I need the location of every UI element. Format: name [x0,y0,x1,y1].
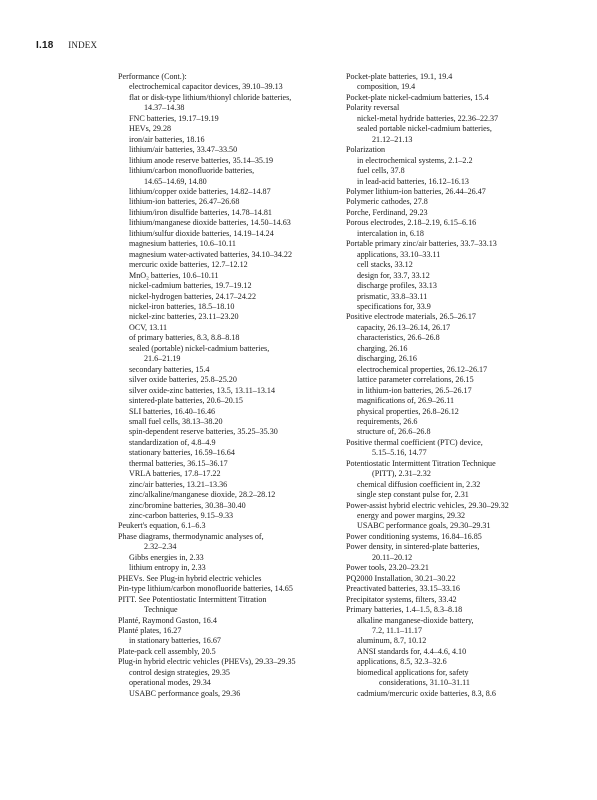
index-entry: standardization of, 4.8–4.9 [129,437,216,447]
index-entry: 21.12–21.13 [372,134,413,144]
index-entry: Power conditioning systems, 16.84–16.85 [346,531,482,541]
index-entry: applications, 8.5, 32.3–32.6 [357,657,447,667]
index-entry: Gibbs energies in, 2.33 [129,552,204,562]
index-entry: in lithium-ion batteries, 26.5–26.17 [357,385,472,395]
index-entry: HEVs, 29.28 [129,124,172,134]
index-entry: Technique [144,605,178,615]
index-entry: lithium/sulfur dioxide batteries, 14.19–14.24 [129,228,274,238]
index-entry: in lead-acid batteries, 16.12–16.13 [357,176,469,186]
index-entry: alkaline manganese-dioxide battery, [357,615,474,625]
index-entry: charging, 26.16 [357,343,408,353]
index-entry: in electrochemical systems, 2.1–2.2 [357,155,473,165]
index-entry: USABC performance goals, 29.30–29.31 [357,521,491,531]
index-entry: structure of, 26.6–26.8 [357,427,431,437]
index-entry: FNC batteries, 19.17–19.19 [129,113,219,123]
index-entry: silver oxide-zinc batteries, 13.5, 13.11–13.14 [129,385,276,395]
index-entry: of primary batteries, 8.3, 8.8–8.18 [129,333,240,343]
index-entry: lattice parameter correlations, 26.15 [357,375,474,385]
index-entry: lithium/carbon monofluoride batteries, [129,166,255,176]
index-entry: secondary batteries, 15.4 [129,364,210,374]
index-entry: nickel-zinc batteries, 23.11–23.20 [129,312,239,322]
index-entry: lithium/manganese dioxide batteries, 14.50–14.63 [129,218,291,228]
index-entry: aluminum, 8.7, 10.12 [357,636,427,646]
index-entry: PQ2000 Installation, 30.21–30.22 [346,573,456,583]
index-entry: 2.32–2.34 [144,542,177,552]
index-entry: stationary batteries, 16.59–16.64 [129,448,235,458]
index-entry: Polymeric cathodes, 27.8 [346,197,428,207]
index-entry: Power tools, 23.20–23.21 [346,563,429,573]
index-entry: control design strategies, 29.35 [129,667,230,677]
index-entry: Power density, in sintered-plate batteries, [346,542,480,552]
index-entry: USABC performance goals, 29.36 [129,688,241,698]
index-entry: design for, 33.7, 33.12 [357,270,430,280]
index-entry: electrochemical capacitor devices, 39.10–39.13 [129,82,283,92]
index-column-right [346,72,561,699]
index-entry: magnesium batteries, 10.6–10.11 [129,239,236,249]
index-entry: biomedical applications for, safety [357,667,469,677]
index-entry: discharging, 26.16 [357,354,417,364]
index-entry: magnesium water-activated batteries, 34.10–34.22 [129,249,293,259]
index-entry: single step constant pulse for, 2.31 [357,490,469,500]
index-entry: lithium-ion batteries, 26.47–26.68 [129,197,240,207]
index-entry: energy and power margins, 29.32 [357,511,466,521]
index-entry: VRLA batteries, 17.8–17.22 [129,469,221,479]
index-entry: ANSI standards for, 4.4–4.6, 4.10 [357,646,467,656]
index-entry: Plug-in hybrid electric vehicles (PHEVs), 29.33–29.35 [118,657,296,667]
index-entry: Porche, Ferdinand, 29.23 [346,207,428,217]
index-entry: capacity, 26.13–26.14, 26.17 [357,322,451,332]
running-head: INDEX [68,40,98,50]
index-entry: considerations, 31.10–31.11 [379,678,470,688]
index-entry: 14.65–14.69, 14.80 [144,176,207,186]
page-header [36,40,97,51]
index-entry: characteristics, 26.6–26.8 [357,333,440,343]
index-entry: Pocket-plate batteries, 19.1, 19.4 [346,72,453,81]
index-entry: Performance (Cont.): [118,72,187,81]
index-entry: Plate-pack cell assembly, 20.5 [118,646,216,656]
index-entry: PHEVs. See Plug-in hybrid electric vehicles [118,573,262,583]
index-entry: Positive thermal coefficient (PTC) device, [346,437,483,447]
index-entry: composition, 19.4 [357,82,416,92]
index-entry: Porous electrodes, 2.18–2.19, 6.15–6.16 [346,218,477,228]
index-entry: lithium/air batteries, 33.47–33.50 [129,145,238,155]
index-entry: Portable primary zinc/air batteries, 33.7–33.13 [346,239,497,249]
index-entry: flat or disk-type lithium/thionyl chloride batteries, [129,92,292,102]
page-number: I.18 [36,40,54,51]
index-entry: intercalation in, 6.18 [357,228,424,238]
index-entry: spin-dependent reserve batteries, 35.25–35.30 [129,427,278,437]
index-entry: zinc/bromine batteries, 30.38–30.40 [129,500,246,510]
index-entry: magnifications of, 26.9–26.11 [357,396,455,406]
index-entry: SLI batteries, 16.40–16.46 [129,406,216,416]
index-entry: silver oxide batteries, 25.8–25.20 [129,375,237,385]
index-entry: applications, 33.10–33.11 [357,249,441,259]
index-entry: zinc-carbon batteries, 9.15–9.33 [129,511,234,521]
index-entry: thermal batteries, 36.15–36.17 [129,458,228,468]
index-entry: 21.6–21.19 [144,354,181,364]
index-entry: electrochemical properties, 26.12–26.17 [357,364,488,374]
index-entry: PITT. See Potentiostatic Intermittent Titration [118,594,267,604]
index-entry: Peukert's equation, 6.1–6.3 [118,521,206,531]
index-entry: zinc/air batteries, 13.21–13.36 [129,479,228,489]
index-entry: Positive electrode materials, 26.5–26.17 [346,312,476,322]
index-entry: chemical diffusion coefficient in, 2.32 [357,479,481,489]
index-entry: 14.37–14.38 [144,103,185,113]
index-entry: lithium anode reserve batteries, 35.14–35.19 [129,155,274,165]
index-entry: Planté plates, 16.27 [118,626,182,636]
index-entry: OCV, 13.11 [129,322,168,332]
index-entry: nickel-hydrogen batteries, 24.17–24.22 [129,291,256,301]
index-entry: Phase diagrams, thermodynamic analyses of, [118,531,264,541]
index-entry: zinc/alkaline/manganese dioxide, 28.2–28.12 [129,490,276,500]
index-entry: 20.11–20.12 [372,552,413,562]
index-entry: Planté, Raymond Gaston, 16.4 [118,615,217,625]
index-entry: in stationary batteries, 16.67 [129,636,221,646]
index-entry: requirements, 26.6 [357,416,418,426]
index-entry: Potentiostatic Intermittent Titration Technique [346,458,496,468]
index-entry: iron/air batteries, 18.16 [129,134,205,144]
index-entry: (PITT), 2.31–2.32 [372,469,431,479]
index-entry: lithium entropy in, 2.33 [129,563,206,573]
index-entry: discharge profiles, 33.13 [357,281,437,291]
index-entry: cell stacks, 33.12 [357,260,413,270]
index-entry: Pin-type lithium/carbon monofluoride batteries, 14.65 [118,584,293,594]
index-entry: 5.15–5.16, 14.77 [372,448,427,458]
index-entry: sintered-plate batteries, 20.6–20.15 [129,396,243,406]
index-entry: sealed portable nickel-cadmium batteries, [357,124,492,134]
index-entry: fuel cells, 37.8 [357,166,405,176]
index-entry: Pocket-plate nickel-cadmium batteries, 15.4 [346,92,489,102]
index-entry: Power-assist hybrid electric vehicles, 29.30–29.32 [346,500,509,510]
index-entry: 7.2, 11.1–11.17 [372,626,422,636]
index-entry: physical properties, 26.8–26.12 [357,406,459,416]
index-entry: Polarity reversal [346,103,400,113]
index-entry: mercuric oxide batteries, 12.7–12.12 [129,260,248,270]
index-entry: MnO₂ batteries, 10.6–10.11 [129,270,219,280]
index-entry: cadmium/mercuric oxide batteries, 8.3, 8.6 [357,688,496,698]
index-entry: Preactivated batteries, 33.15–33.16 [346,584,460,594]
index-entry: small fuel cells, 38.13–38.20 [129,416,223,426]
index-entry: Polymer lithium-ion batteries, 26.44–26.47 [346,186,486,196]
index-column-left [118,72,333,699]
index-entry: nickel-iron batteries, 18.5–18.10 [129,301,235,311]
index-entry: Primary batteries, 1.4–1.5, 8.3–8.18 [346,605,463,615]
index-entry: specifications for, 33.9 [357,301,431,311]
index-entry: nickel-metal hydride batteries, 22.36–22.37 [357,113,499,123]
index-entry: lithium/iron disulfide batteries, 14.78–14.81 [129,207,272,217]
index-entry: sealed (portable) nickel-cadmium batteries, [129,343,270,353]
index-entry: nickel-cadmium batteries, 19.7–19.12 [129,281,252,291]
index-entry: Polarization [346,145,386,155]
index-entry: Precipitator systems, filters, 33.42 [346,594,457,604]
index-entry: operational modes, 29.34 [129,678,211,688]
index-entry: lithium/copper oxide batteries, 14.82–14.87 [129,186,271,196]
index-entry: prismatic, 33.8–33.11 [357,291,428,301]
